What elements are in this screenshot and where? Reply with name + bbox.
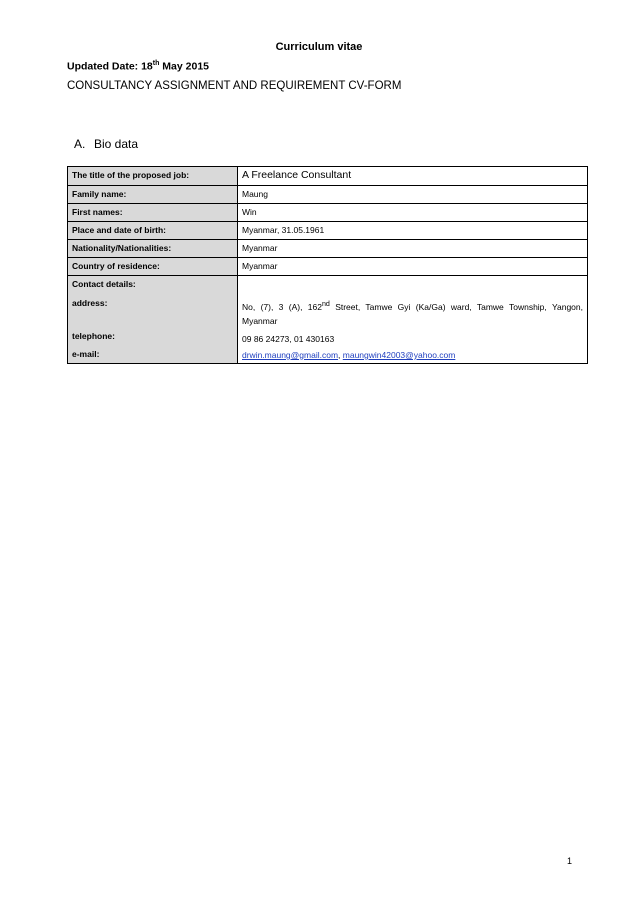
address-sup: nd xyxy=(321,300,330,308)
table-row xyxy=(68,204,588,222)
address-label: address: xyxy=(72,298,108,308)
email-label: e-mail: xyxy=(72,349,100,359)
updated-date-suffix: th xyxy=(152,60,160,67)
table-row xyxy=(68,186,588,204)
address-part-2: Street, Tamwe Gyi (Ka/Ga) ward, Tamwe Township, Yangon, Myanmar xyxy=(242,301,584,326)
email-link-gmail[interactable]: drwin.maung@gmail.com xyxy=(242,349,339,360)
section-heading xyxy=(74,137,138,151)
email-link-yahoo[interactable]: maungwin42003@yahoo.com xyxy=(342,349,456,360)
form-title: CONSULTANCY ASSIGNMENT AND REQUIREMENT CV-FORM xyxy=(67,80,402,92)
row-label: First names: xyxy=(68,204,238,222)
row-label: Place and date of birth: xyxy=(68,222,238,240)
updated-date-label: Updated Date: 18 xyxy=(67,60,153,73)
updated-date-rest: May 2015 xyxy=(159,60,210,73)
telephone-value: 09 86 24273, 01 430163 xyxy=(242,333,335,344)
section-letter: A. xyxy=(74,137,86,151)
address-part-1: No, (7), 3 (A), 162 xyxy=(242,301,322,312)
row-value: Myanmar xyxy=(238,240,588,258)
row-value: Myanmar xyxy=(238,258,588,276)
contact-details-values xyxy=(238,276,588,364)
row-label: Country of residence: xyxy=(68,258,238,276)
bio-data-table xyxy=(67,166,588,364)
row-value: Myanmar, 31.05.1961 xyxy=(238,222,588,240)
email-separator: , xyxy=(338,349,343,360)
row-value: A Freelance Consultant xyxy=(238,167,588,186)
contact-details-labels xyxy=(68,276,238,364)
section-title: Bio data xyxy=(94,137,139,151)
row-value: Win xyxy=(238,204,588,222)
contact-details-heading: Contact details: xyxy=(72,279,136,289)
updated-date xyxy=(67,60,209,73)
row-label: The title of the proposed job: xyxy=(68,167,238,186)
page-number: 1 xyxy=(567,856,573,866)
telephone-label: telephone: xyxy=(72,331,115,341)
row-label: Family name: xyxy=(68,186,238,204)
address-value xyxy=(242,297,583,328)
contact-details-row xyxy=(68,276,588,364)
table-row xyxy=(68,258,588,276)
email-value xyxy=(242,350,583,360)
table-row xyxy=(68,222,588,240)
document-header-title: Curriculum vitae xyxy=(275,41,363,53)
table-row xyxy=(68,167,588,186)
row-label: Nationality/Nationalities: xyxy=(68,240,238,258)
table-row xyxy=(68,240,588,258)
row-value: Maung xyxy=(238,186,588,204)
